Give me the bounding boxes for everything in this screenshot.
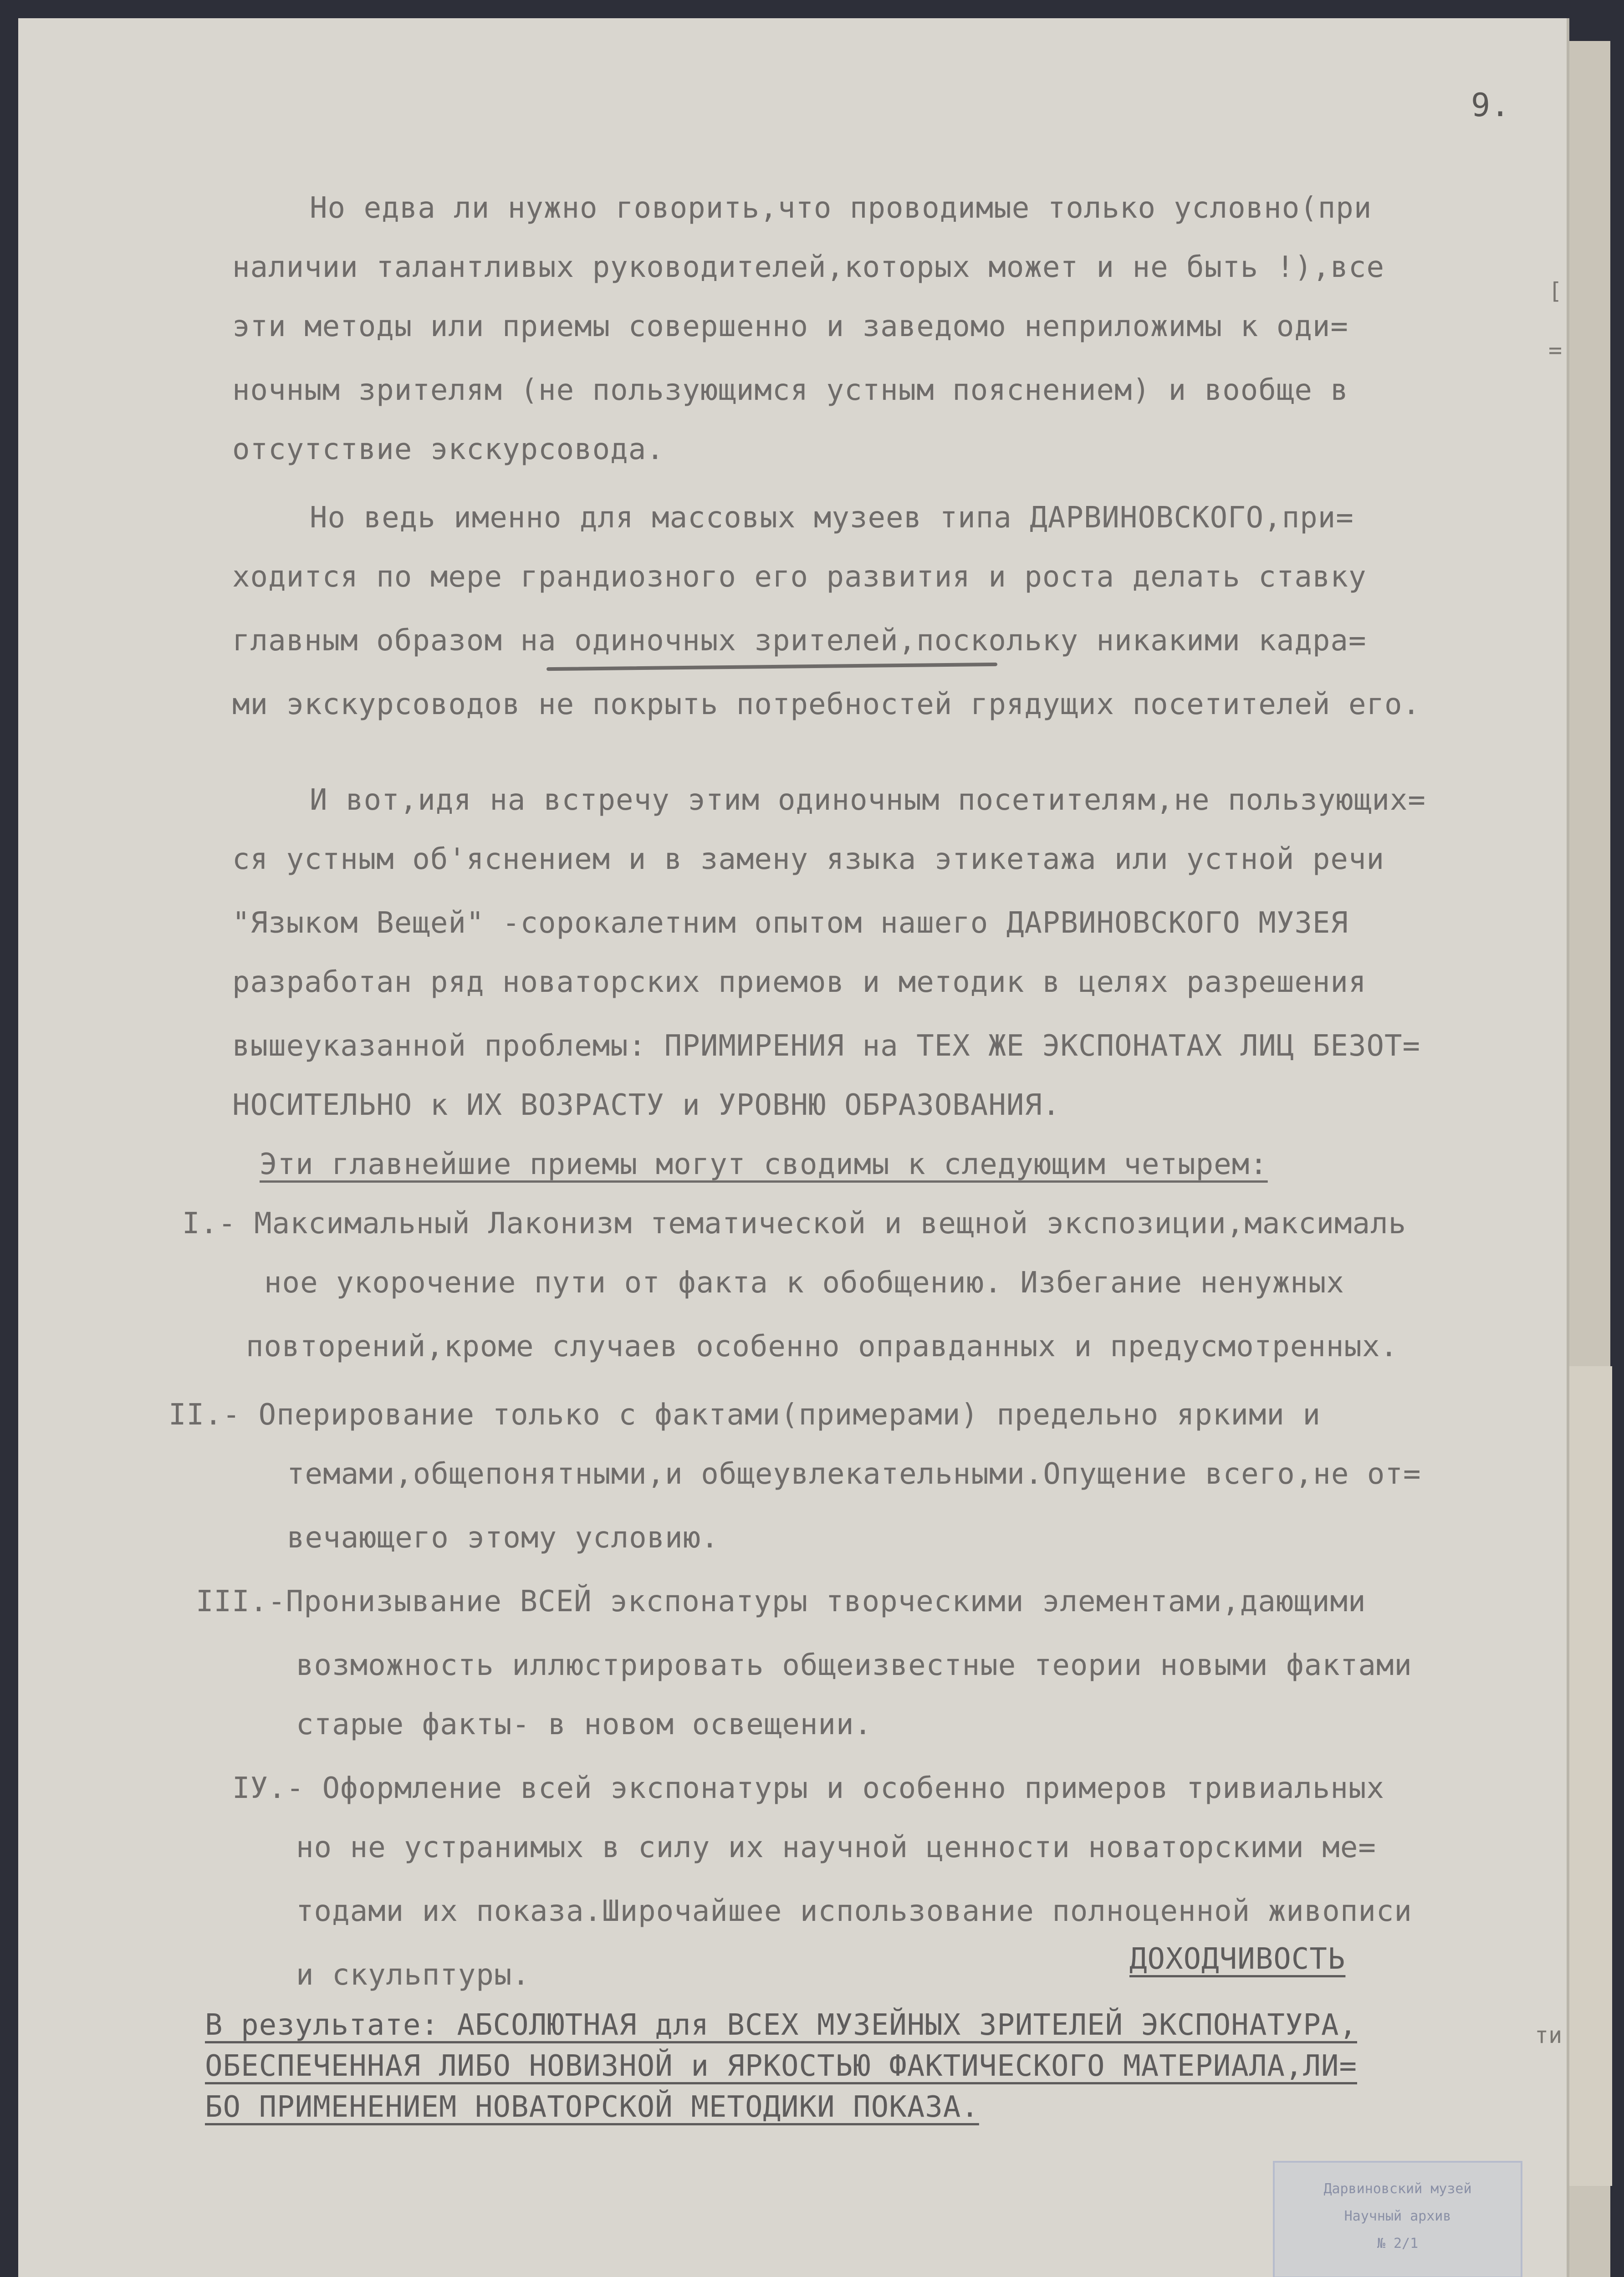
list-item-line: темами,общепонятными,и общеувлекательными.Опущение всего,не от= — [287, 1457, 1421, 1491]
conclusion-line: БО ПРИМЕНЕНИЕМ НОВАТОРСКОЙ МЕТОДИКИ ПОКАЗА. — [205, 2090, 979, 2124]
conclusion-line: В результате: АБСОЛЮТНАЯ для ВСЕХ МУЗЕЙНЫХ ЗРИТЕЛЕЙ ЭКСПОНАТУРА, — [205, 2008, 1357, 2042]
archive-stamp — [1273, 2161, 1522, 2277]
stamp-line: Научный архив — [1344, 2208, 1451, 2224]
stamp-line: № 2/1 — [1377, 2236, 1419, 2251]
text-line: Но едва ли нужно говорить,что проводимые только условно(при — [310, 191, 1372, 225]
list-item-line: III.-Пронизывание ВСЕЙ экспонатуры творческими элементами,дающими — [196, 1585, 1366, 1618]
list-item-line: старые факты- в новом освещении. — [296, 1708, 872, 1741]
list-item-line: возможность иллюстрировать общеизвестные теории новыми фактами — [296, 1649, 1412, 1682]
list-item-line: I.- Максимальный Лаконизм тематической и вещной экспозиции,максималь — [182, 1207, 1407, 1241]
text-line: НОСИТЕЛЬНО к ИХ ВОЗРАСТУ и УРОВНЮ ОБРАЗОВАНИЯ. — [232, 1088, 1061, 1122]
text-line: И вот,идя на встречу этим одиночным посетителям,не пользующих= — [310, 783, 1426, 817]
text-line-underlined: Эти главнейшие приемы могут сводимы к следующим четырем: — [260, 1148, 1268, 1181]
document-page — [18, 18, 1567, 2277]
list-item-line: повторений,кроме случаев особенно оправданных и предусмотренных. — [246, 1330, 1398, 1363]
text-line: главным образом на одиночных зрителей,поскольку никакими кадра= — [232, 624, 1367, 658]
text-line: ми экскурсоводов не покрыть потребностей грядущих посетителей его. — [232, 688, 1421, 721]
text-line: отсутствие экскурсовода. — [232, 433, 664, 466]
text-line: ночным зрителям (не пользующимся устным пояснением) и вообще в — [232, 373, 1348, 407]
text-line: разработан ряд новаторских приемов и методик в целях разрешения — [232, 965, 1367, 999]
list-item-line: ное укорочение пути от факта к обобщению. Избегание ненужных — [264, 1266, 1344, 1300]
list-item-line: IУ.- Оформление всей экспонатуры и особенно примеров тривиальных — [232, 1772, 1384, 1805]
list-item-line: вечающего этому условию. — [287, 1521, 719, 1555]
text-line: ходится по мере грандиозного его развития и роста делать ставку — [232, 560, 1367, 594]
inserted-word: ДОХОДЧИВОСТЬ — [1129, 1942, 1346, 1976]
text-line: "Языком Вещей" -сорокалетним опытом нашего ДАРВИНОВСКОГО МУЗЕЯ — [232, 906, 1348, 940]
list-item-line: и скульптуры. — [296, 1958, 530, 1992]
list-item-line: тодами их показа.Широчайшее использование полноценной живописи — [296, 1894, 1412, 1928]
hand-underline — [546, 663, 997, 671]
conclusion-line: ОБЕСПЕЧЕННАЯ ЛИБО НОВИЗНОЙ и ЯРКОСТЬЮ ФАКТИЧЕСКОГО МАТЕРИАЛА,ЛИ= — [205, 2049, 1357, 2083]
text-line: ся устным об'яснением и в замену языка этикетажа или устной речи — [232, 842, 1384, 876]
margin-mark: = — [1548, 337, 1563, 363]
text-line: наличии талантливых руководителей,которых может и не быть !),все — [232, 250, 1384, 284]
text-line: эти методы или приемы совершенно и заведомо неприложимы к оди= — [232, 310, 1348, 343]
margin-mark: ти — [1535, 2022, 1563, 2048]
margin-mark: [ — [1548, 278, 1563, 304]
text-line: вышеуказанной проблемы: ПРИМИРЕНИЯ на ТЕХ ЖЕ ЭКСПОНАТАХ ЛИЦ БЕЗОТ= — [232, 1029, 1421, 1063]
page-number: 9. — [1471, 87, 1511, 124]
stamp-line: Дарвиновский музей — [1323, 2181, 1472, 2197]
list-item-line: но не устранимых в силу их научной ценности новаторскими ме= — [296, 1831, 1376, 1864]
list-item-line: II.- Оперирование только с фактами(примерами) предельно яркими и — [169, 1398, 1321, 1432]
text-line: Но ведь именно для массовых музеев типа ДАРВИНОВСКОГО,при= — [310, 501, 1354, 535]
